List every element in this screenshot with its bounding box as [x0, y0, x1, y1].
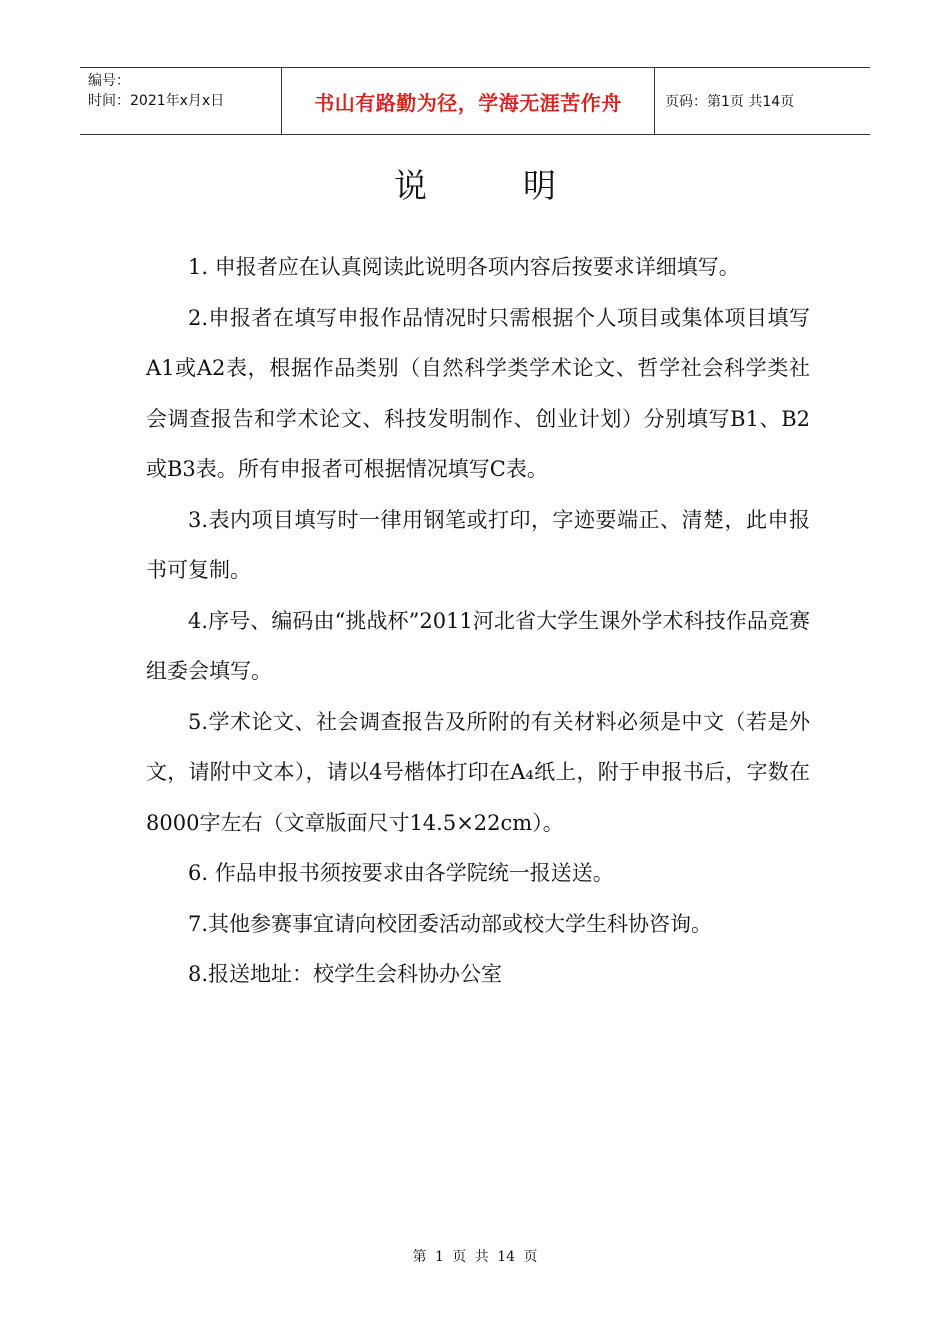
title-char-2: 明 — [523, 166, 556, 205]
instruction-paragraph-7: 7.其他参赛事宜请向校团委活动部或校大学生科协咨询。 — [188, 911, 713, 936]
page-header — [80, 67, 870, 135]
instruction-paragraph-8: 8.报送地址：校学生会科协办公室 — [188, 962, 503, 986]
page-footer: 第 1 页 共 14 页 — [412, 1249, 538, 1265]
instruction-paragraph-3: 3.表内项目填写时一律用钢笔或打印，字迹要端正、清楚，此申报书可复制。 — [146, 507, 810, 582]
header-meta-cell — [80, 68, 282, 134]
instruction-paragraph-2: 2.申报者在填写申报作品情况时只需根据个人项目或集体项目填写A1或A2表，根据作品类别（自然科学类学术论文、哲学社会科学类社会调查报告和学术论文、科技发明制作、创业计划）分别填写B1、B2或B3表。所有申报者可根据情况填写C表。 — [146, 305, 810, 481]
instruction-paragraph-5: 5.学术论文、社会调查报告及所附的有关材料必须是中文（若是外文，请附中文本），请以4号楷体打印在A₄纸上，附于申报书后，字数在8000字左右（文章版面尺寸14.5×22cm）。 — [146, 709, 810, 835]
number-label: 编号： — [88, 73, 130, 89]
time-label: 时间：2021年x月x日 — [88, 93, 225, 109]
instruction-paragraph-1: 1. 申报者应在认真阅读此说明各项内容后按要求详细填写。 — [188, 255, 740, 279]
instruction-paragraph-6: 6. 作品申报书须按要求由各学院统一报送送。 — [188, 861, 614, 885]
page-title — [0, 160, 950, 207]
instructions-body — [146, 242, 810, 1000]
header-motto: 书山有路勤为径，学海无涯苦作舟 — [282, 68, 655, 134]
instruction-paragraph-4: 4.序号、编码由“挑战杯”2011河北省大学生课外学术科技作品竞赛组委会填写。 — [146, 608, 810, 683]
header-page-label: 页码：第1页 共14页 — [665, 94, 795, 110]
title-char-1: 说 — [394, 166, 427, 205]
